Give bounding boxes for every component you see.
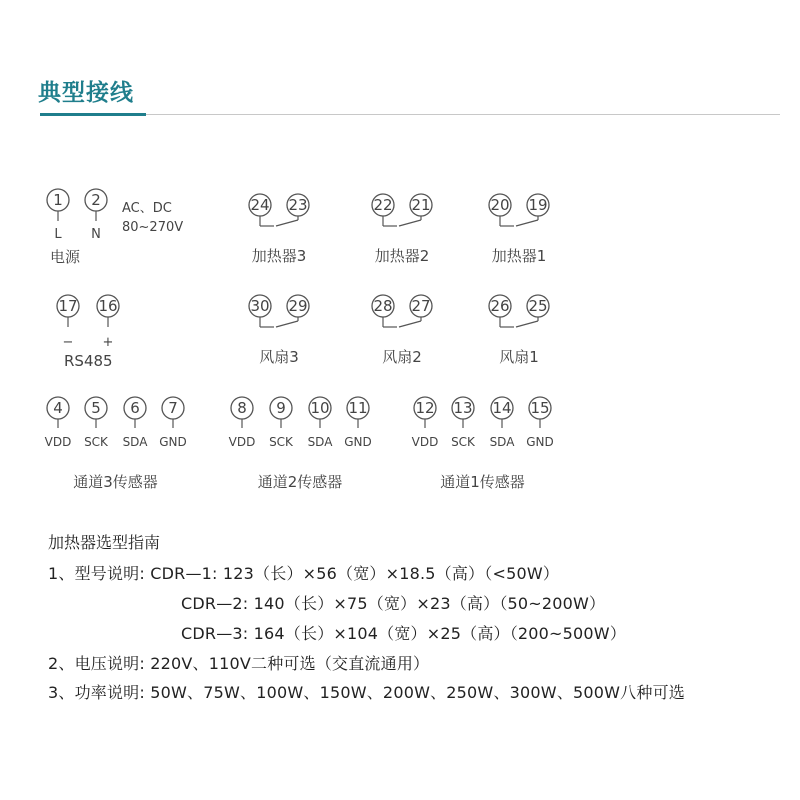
- sensor-ch1-pin-SCK: SCK: [451, 435, 475, 449]
- fan-1-switch-contact: [516, 321, 538, 327]
- guide-power-item: 3、功率说明: 50W、75W、100W、150W、200W、250W、300W、500W八种可选: [48, 683, 685, 702]
- guide-title: 加热器选型指南: [48, 533, 161, 552]
- fan-2-terminal-28-number: 28: [373, 297, 393, 315]
- sensor-ch1-terminal-15-number: 15: [530, 399, 550, 417]
- fan-1-label: 风扇1: [499, 348, 539, 366]
- rs485-terminal-17-number: 17: [58, 297, 78, 315]
- sensor-ch1-terminal-13-number: 13: [453, 399, 473, 417]
- heater-1-switch-contact: [516, 220, 538, 226]
- sensor-ch2-label: 通道2传感器: [257, 473, 343, 491]
- guide-voltage-item: 2、电压说明: 220V、110V二种可选（交直流通用）: [48, 654, 430, 673]
- fan-2-switch-contact: [399, 321, 421, 327]
- power-supply-voltage: 80~270V: [122, 220, 184, 235]
- fan-3-terminal-30-number: 30: [250, 297, 270, 315]
- sensor-ch3-terminal-7-number: 7: [168, 399, 178, 417]
- sensor-ch2-pin-GND: GND: [344, 435, 372, 449]
- heater-2-switch-contact: [399, 220, 421, 226]
- power-label: 电源: [50, 248, 81, 266]
- power-pin-N: N: [91, 227, 101, 242]
- sensor-ch2-pin-SDA: SDA: [307, 435, 333, 449]
- power-terminal-2-number: 2: [91, 191, 101, 209]
- heater-2-terminal-21-number: 21: [411, 196, 431, 214]
- guide-model-cdr3: CDR—3: 164（长）×104（宽）×25（高）（200~500W）: [181, 624, 627, 643]
- rs485-terminal-16-number: 16: [98, 297, 118, 315]
- sensor-ch2-pin-VDD: VDD: [228, 435, 256, 449]
- heater-1-label: 加热器1: [491, 247, 547, 265]
- heater-3-switch-contact: [276, 220, 298, 226]
- sensor-ch2-terminal-8-number: 8: [237, 399, 247, 417]
- sensor-ch1-pin-VDD: VDD: [411, 435, 439, 449]
- sensor-ch1-pin-GND: GND: [526, 435, 554, 449]
- guide-model-cdr2: CDR—2: 140（长）×75（宽）×23（高）（50~200W）: [181, 594, 606, 613]
- sensor-ch2-terminal-11-number: 11: [348, 399, 368, 417]
- rs485-pin-1: +: [102, 335, 114, 350]
- sensor-ch1-terminal-14-number: 14: [492, 399, 512, 417]
- sensor-ch3-pin-SDA: SDA: [122, 435, 148, 449]
- fan-3-switch-contact: [276, 321, 298, 327]
- sensor-ch1-terminal-12-number: 12: [415, 399, 435, 417]
- sensor-ch2-pin-SCK: SCK: [269, 435, 293, 449]
- sensor-ch3-pin-GND: GND: [159, 435, 187, 449]
- fan-3-label: 风扇3: [259, 348, 299, 366]
- sensor-ch1-label: 通道1传感器: [440, 473, 525, 491]
- sensor-ch1-pin-SDA: SDA: [489, 435, 515, 449]
- heater-3-terminal-23-number: 23: [288, 196, 308, 214]
- power-supply-type: AC、DC: [122, 201, 172, 216]
- heater-3-terminal-24-number: 24: [250, 196, 270, 214]
- sensor-ch3-terminal-5-number: 5: [91, 399, 101, 417]
- heater-1-terminal-19-number: 19: [528, 196, 548, 214]
- power-pin-L: L: [54, 227, 62, 242]
- fan-2-terminal-27-number: 27: [411, 297, 431, 315]
- fan-2-label: 风扇2: [382, 348, 422, 366]
- sensor-ch3-terminal-6-number: 6: [130, 399, 140, 417]
- sensor-ch3-label: 通道3传感器: [73, 473, 158, 491]
- rs485-label: RS485: [64, 352, 113, 370]
- sensor-ch3-terminal-4-number: 4: [53, 399, 63, 417]
- power-terminal-1-number: 1: [53, 191, 63, 209]
- rs485-pin-0: −: [62, 335, 74, 350]
- sensor-ch3-pin-VDD: VDD: [44, 435, 72, 449]
- page-title: 典型接线: [38, 80, 134, 106]
- heater-2-terminal-22-number: 22: [373, 196, 393, 214]
- fan-3-terminal-29-number: 29: [288, 297, 308, 315]
- fan-1-terminal-26-number: 26: [490, 297, 510, 315]
- sensor-ch2-terminal-9-number: 9: [276, 399, 286, 417]
- sensor-ch2-terminal-10-number: 10: [310, 399, 330, 417]
- heater-1-terminal-20-number: 20: [490, 196, 510, 214]
- guide-model-item: 1、型号说明: CDR—1: 123（长）×56（宽）×18.5（高）（<50W）: [48, 564, 560, 583]
- heater-3-label: 加热器3: [251, 247, 307, 265]
- fan-1-terminal-25-number: 25: [528, 297, 548, 315]
- sensor-ch3-pin-SCK: SCK: [84, 435, 108, 449]
- heater-2-label: 加热器2: [374, 247, 430, 265]
